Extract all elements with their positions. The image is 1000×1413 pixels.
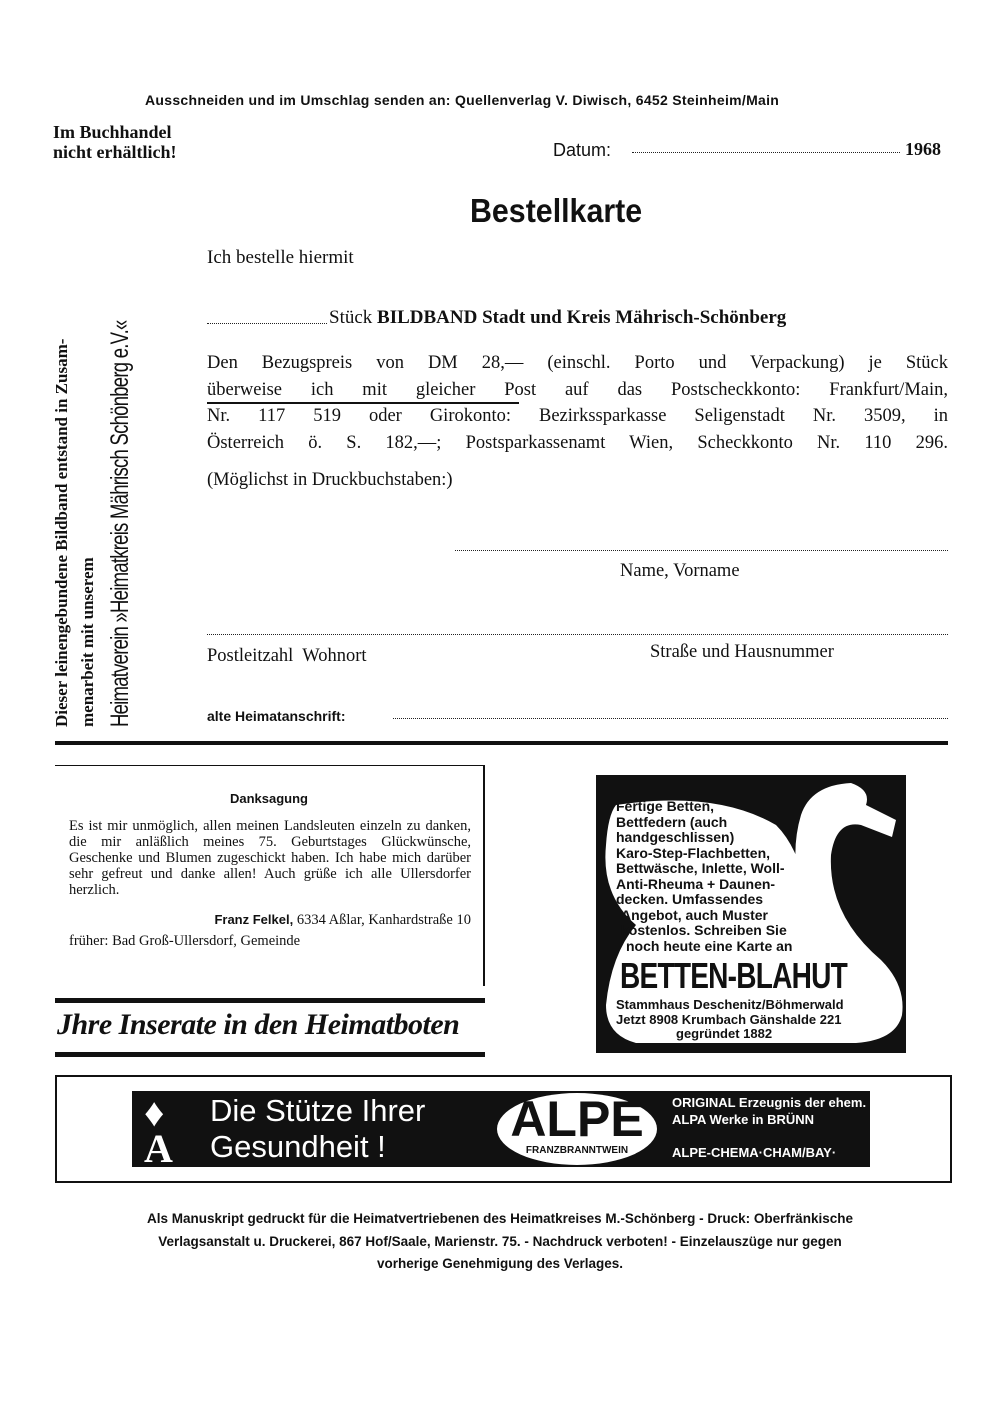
ad-line: Angebot, auch Muster (621, 906, 769, 923)
betten-address (616, 998, 844, 1042)
name-label: Name, Vorname (620, 561, 740, 581)
old-address-label: alte Heimatanschrift: (207, 708, 346, 724)
ad-line: decken. Umfassendes (616, 891, 764, 907)
ad-line: Karo-Step-Flachbetten, (616, 844, 771, 861)
footer-line: Verlagsanstalt u. Druckerei, 867 Hof/Saale, Marienstr. 75. - Nachdruck verboten! - Einzelauszüge nur gegen (158, 1233, 842, 1249)
logo-sub: FRANZBRANNTWEIN (525, 1145, 629, 1156)
send-instructions: Ausschneiden und im Umschlag senden an: Quellenverlag V. Diwisch, 6452 Steinheim/Main (145, 92, 780, 108)
divider (55, 1052, 485, 1057)
alpe-slogan (210, 1093, 425, 1165)
slogan-line: Gesundheit ! (210, 1129, 386, 1164)
street-label: Straße und Hausnummer (650, 642, 834, 662)
sidebar-line-1: Dieser leinengebundene Bildband entstand in Zusam- (52, 338, 71, 727)
ad-address: Jetzt 8908 Krumbach Gänshalde 221 (616, 1011, 842, 1027)
alpe-logo (497, 1093, 657, 1165)
divider (55, 741, 948, 745)
form-title: Bestellkarte (470, 192, 643, 229)
alpe-ad (55, 1075, 952, 1183)
note-line: nicht erhältlich! (53, 142, 177, 162)
betten-text (616, 799, 792, 954)
signer-former: früher: Bad Groß-Ullersdorf, Gemeinde (69, 933, 301, 949)
not-in-stores-note (53, 122, 177, 162)
print-hint: (Möglichst in Druckbuchstaben:) (207, 470, 453, 490)
address-field[interactable] (207, 634, 948, 635)
payment-line: überweise ich mit gleicher Post auf das Postscheckkonto: Frankfurt/Main, (207, 379, 948, 400)
alpe-emblem-icon: ♦ A (144, 1090, 173, 1171)
old-address-field[interactable] (393, 718, 948, 719)
signer-name: Franz Felkel, (214, 912, 294, 927)
thanks-box (55, 765, 485, 986)
product-name: BILDBAND Stadt und Kreis Mährisch-Schönberg (377, 307, 787, 328)
thanks-signature (55, 912, 471, 929)
thanks-title: Danksagung (229, 791, 308, 806)
name-field[interactable] (455, 550, 948, 551)
quantity-suffix: Stück (329, 307, 373, 328)
alpe-banner (132, 1090, 870, 1171)
postal-label: Postleitzahl Wohnort (207, 646, 367, 666)
ad-line: Bettwäsche, Inlette, Woll- (616, 860, 785, 876)
ad-line: noch heute eine Karte an (626, 937, 793, 954)
ad-line: Anti-Rheuma + Daunen- (616, 875, 776, 892)
quantity-line (329, 307, 786, 329)
ad-line: Bettfedern (auch (616, 813, 728, 830)
sidebar-line-2: menarbeit mit unserem (78, 557, 97, 727)
signer-address: 6334 Aßlar, Kanhardstraße 10 (296, 912, 471, 928)
payment-line: Nr. 117 519 oder Girokonto: Bezirkssparkasse Seligenstadt Nr. 3509, in (207, 406, 948, 426)
ad-line: handgeschlissen) (616, 829, 735, 845)
info-line: ALPA Werke in BRÜNN (672, 1112, 815, 1127)
quantity-field[interactable] (207, 323, 327, 324)
date-field[interactable] (632, 152, 900, 153)
ad-line: kostenlos. Schreiben Sie (621, 922, 787, 938)
ad-line: Fertige Betten, (616, 798, 715, 814)
footer-line: vorherige Genehmigung des Verlages. (376, 1256, 624, 1271)
info-line: ALPE-CHEMA·CHAM/BAY· (672, 1145, 837, 1160)
ad-origin: Stammhaus Deschenitz/Böhmerwald (616, 997, 844, 1012)
sidebar-line-3: Heimatverein »Heimatkreis Mährisch Schönberg e.V.« (106, 320, 134, 727)
payment-line: Den Bezugspreis von DM 28,— (einschl. Porto und Verpackung) je Stück (207, 353, 948, 373)
year: 1968 (905, 139, 941, 159)
payment-line: Österreich ö. S. 182,—; Postsparkassenamt Wien, Scheckkonto Nr. 110 296. (207, 432, 948, 453)
thanks-body: Es ist mir unmöglich, allen meinen Landsleuten einzeln zu danken, die mir anläßlich meines 75. Geburtstages Glückwünsche, Geschenke und Blumen zugeschickt haben. Ich habe mich darüber sehr gefreut und danke allen! Auch grüße ich alle Ullersdorfer herzlich. (69, 818, 471, 898)
footer (40, 1208, 960, 1276)
logo-text: ALPE (510, 1091, 644, 1147)
ad-founded: gegründet 1882 (676, 1026, 773, 1041)
underline (207, 402, 519, 404)
alpe-info (672, 1094, 866, 1161)
betten-brand: BETTEN-BLAHUT (620, 955, 847, 996)
ad-slogan: Jhre Inserate in den Heimatboten (57, 1008, 460, 1041)
date-label: Datum: (553, 140, 612, 160)
footer-line: Als Manuskript gedruckt für die Heimatvertriebenen des Heimatkreises M.-Schönberg - Druck: Oberfränkische (147, 1211, 853, 1226)
order-intro: Ich bestelle hiermit (207, 247, 354, 268)
divider (55, 998, 485, 1003)
note-line: Im Buchhandel (53, 122, 172, 142)
info-line: ORIGINAL Erzeugnis der ehem. (672, 1095, 867, 1110)
slogan-line: Die Stütze Ihrer (210, 1093, 426, 1128)
betten-blahut-ad (596, 775, 906, 1053)
